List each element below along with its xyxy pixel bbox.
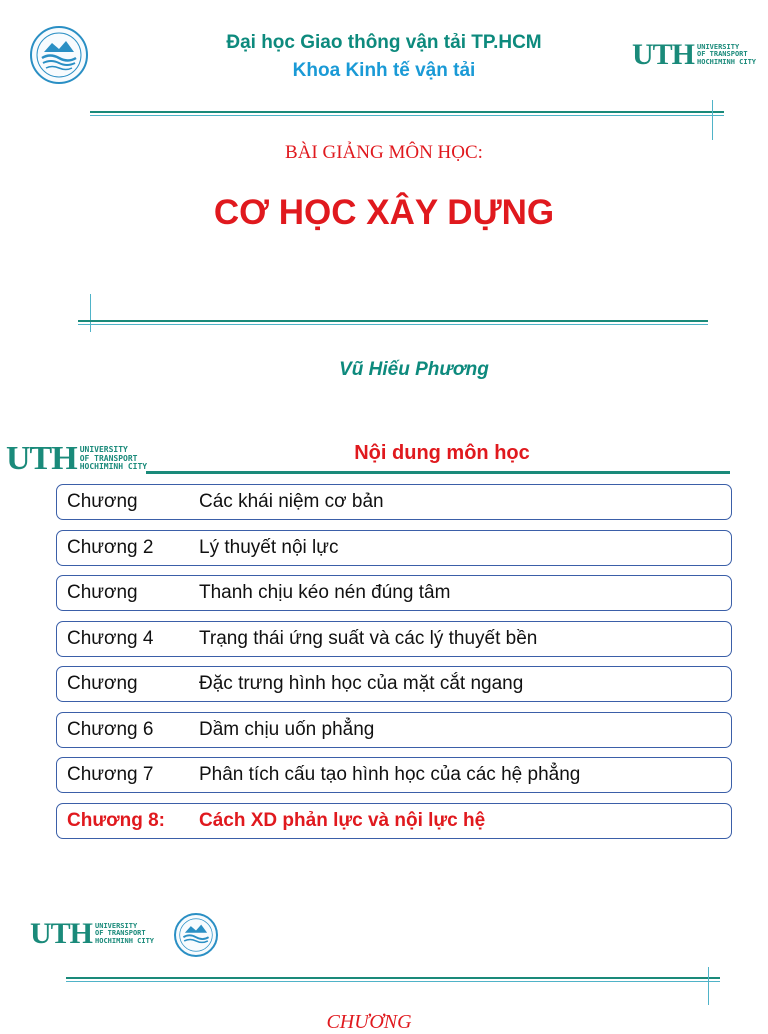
- chapter-title: Đặc trưng hình học của mặt cắt ngang: [199, 673, 524, 694]
- uth-logo-line1: UNIVERSITY: [95, 921, 138, 930]
- header-divider-tick: [712, 100, 713, 140]
- title-slide: [0, 0, 768, 400]
- uth-logo-line1: UNIVERSITY: [79, 445, 128, 455]
- university-name: Đại học Giao thông vận tải TP.HCM: [226, 32, 542, 53]
- uth-logo-line2: OF TRANSPORT: [79, 453, 138, 463]
- chapter-divider-thin: [66, 981, 720, 982]
- university-emblem-icon: [174, 913, 218, 957]
- header-divider: [90, 111, 724, 113]
- uth-logo-line2: OF TRANSPORT: [95, 929, 146, 938]
- chapter-label: Chương: [67, 673, 138, 694]
- uth-logo-line2: OF TRANSPORT: [697, 50, 748, 59]
- chapter-item[interactable]: [56, 575, 732, 611]
- title-divider-tick: [90, 294, 91, 332]
- chapter-item[interactable]: [56, 666, 732, 702]
- uth-logo-text: [95, 923, 154, 945]
- chapter-label: Chương 6: [67, 718, 154, 740]
- chapter-title: Lý thuyết nội lực: [199, 536, 339, 558]
- course-title: CƠ HỌC XÂY DỰNG: [213, 193, 555, 232]
- chapter-item[interactable]: [56, 712, 732, 748]
- chapter-item[interactable]: [56, 484, 732, 520]
- uth-logo-line3: HOCHIMINH CITY: [697, 57, 757, 66]
- lecture-label: BÀI GIẢNG MÔN HỌC:: [285, 142, 483, 163]
- uth-logo-mark: UTH: [30, 917, 93, 950]
- chapter-heading: CHƯƠNG: [326, 1011, 412, 1033]
- uth-logo-mark: UTH: [632, 38, 695, 71]
- contents-title: Nội dung môn học: [354, 442, 530, 464]
- title-divider: [78, 320, 708, 322]
- chapter-label: Chương: [67, 582, 138, 603]
- chapter-item[interactable]: [56, 757, 732, 793]
- uth-logo-text: [697, 44, 756, 66]
- header-divider-thin: [90, 115, 724, 116]
- uth-logo: [6, 442, 147, 476]
- chapter-label: Chương 4: [67, 627, 154, 649]
- chapter-title: Trạng thái ứng suất và các lý thuyết bền: [199, 627, 538, 649]
- chapter-title: Dầm chịu uốn phẳng: [199, 718, 375, 740]
- chapter-slide: [0, 895, 768, 1033]
- chapter-label: Chương: [67, 491, 138, 512]
- author-name: Vũ Hiếu Phương: [339, 359, 489, 380]
- title-divider-thin: [78, 324, 708, 325]
- uth-logo-mark: UTH: [6, 440, 77, 477]
- chapter-label: Chương 8:: [67, 809, 165, 831]
- uth-logo-line3: HOCHIMINH CITY: [95, 936, 155, 945]
- chapter-list: [56, 484, 732, 848]
- uth-logo: [632, 40, 756, 70]
- chapter-title: Thanh chịu kéo nén đúng tâm: [199, 582, 451, 603]
- chapter-label: Chương 2: [67, 536, 154, 558]
- chapter-label: Chương 7: [67, 764, 154, 785]
- uth-logo-line3: HOCHIMINH CITY: [79, 462, 148, 472]
- faculty-name: Khoa Kinh tế vận tải: [292, 60, 476, 81]
- chapter-title: Cách XD phản lực và nội lực hệ: [199, 809, 486, 831]
- chapter-item[interactable]: [56, 621, 732, 657]
- uth-logo-text: [80, 446, 147, 471]
- chapter-item-active[interactable]: [56, 803, 732, 839]
- chapter-title: Các khái niệm cơ bản: [199, 491, 384, 512]
- contents-slide: [0, 438, 768, 878]
- chapter-divider: [66, 977, 720, 979]
- chapter-divider-tick: [708, 967, 709, 1005]
- chapter-title: Phân tích cấu tạo hình học của các hệ phẳng: [199, 764, 581, 785]
- uth-logo-line1: UNIVERSITY: [697, 42, 740, 51]
- contents-divider: [146, 471, 730, 474]
- uth-logo: [30, 919, 154, 949]
- chapter-item[interactable]: [56, 530, 732, 566]
